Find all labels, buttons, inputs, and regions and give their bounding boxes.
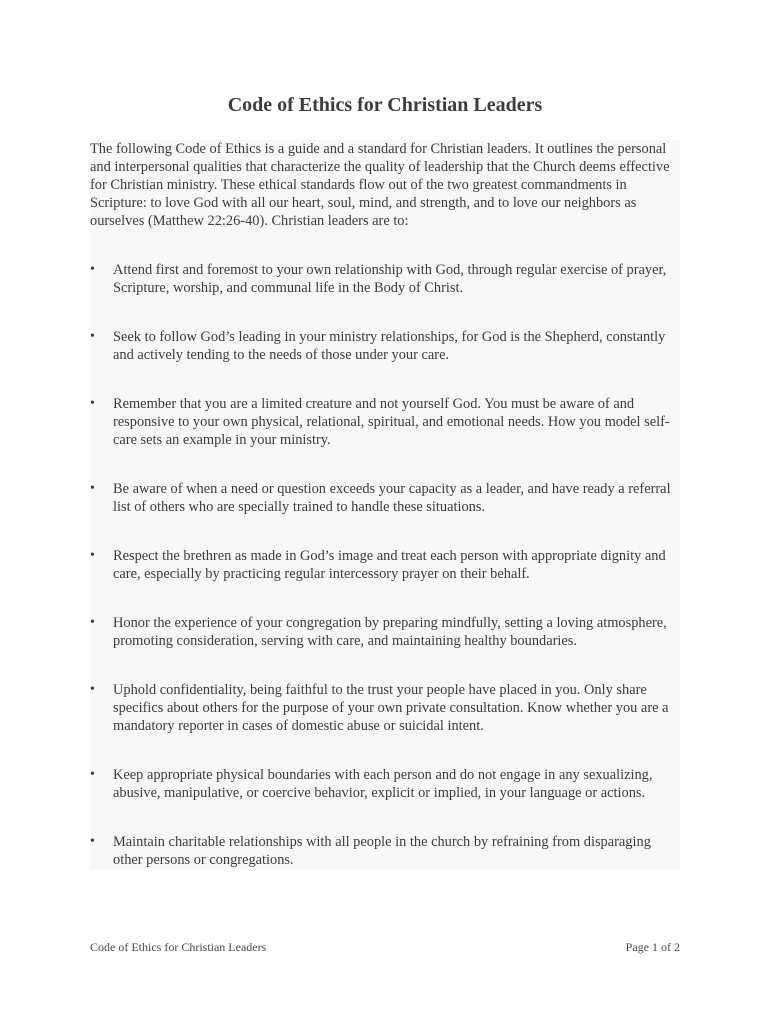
bullet-icon: •	[90, 329, 95, 344]
list-item	[90, 261, 680, 297]
list-item-text: Honor the experience of your congregation by preparing mindfully, setting a loving atmosphere, promoting consideration, serving with care, and maintaining healthy boundaries.	[113, 615, 667, 649]
list-item-text: Remember that you are a limited creature and not yourself God. You must be aware of and responsive to your own physical, relational, spiritual, and emotional needs. How you model self-care sets an example in your ministry.	[113, 396, 670, 448]
footer-page-number: Page 1 of 2	[625, 940, 680, 954]
list-item-text: Seek to follow God’s leading in your ministry relationships, for God is the Shepherd, constantly and actively tending to the needs of those under your care.	[113, 329, 666, 363]
bullet-icon: •	[90, 834, 95, 849]
ethics-list	[90, 261, 680, 869]
bullet-icon: •	[90, 396, 95, 411]
list-item	[90, 614, 680, 650]
list-item	[90, 833, 680, 869]
intro-paragraph: The following Code of Ethics is a guide and a standard for Christian leaders. It outlines the personal and interpersonal qualities that characterize the quality of leadership that the Church deems effective for Christian ministry. These ethical standards flow out of the two greatest commandments in Scripture: to love God with all our heart, soul, mind, and strength, and to love our neighbors as ourselves (Matthew 22:26-40). Christian leaders are to:	[90, 141, 670, 229]
list-item-text: Be aware of when a need or question exceeds your capacity as a leader, and have ready a referral list of others who are specially trained to handle these situations.	[113, 481, 671, 515]
list-item	[90, 681, 680, 735]
list-item-text: Attend first and foremost to your own relationship with God, through regular exercise of prayer, Scripture, worship, and communal life in the Body of Christ.	[113, 262, 667, 296]
list-item-text: Uphold confidentiality, being faithful to the trust your people have placed in you. Only share specifics about others for the purpose of your own private consultation. Know whether you are a mandatory reporter in cases of domestic abuse or suicidal intent.	[113, 682, 669, 734]
bullet-icon: •	[90, 767, 95, 782]
document-body	[90, 140, 680, 869]
list-item	[90, 547, 680, 583]
bullet-icon: •	[90, 615, 95, 630]
list-item-text: Respect the brethren as made in God’s image and treat each person with appropriate dignity and care, especially by practicing regular intercessory prayer on their behalf.	[113, 548, 666, 582]
bullet-icon: •	[90, 682, 95, 697]
footer-document-title: Code of Ethics for Christian Leaders	[90, 940, 267, 954]
list-item	[90, 395, 680, 449]
list-item	[90, 766, 680, 802]
list-item-text: Keep appropriate physical boundaries with each person and do not engage in any sexualizing, abusive, manipulative, or coercive behavior, explicit or implied, in your language or actions.	[113, 767, 653, 801]
bullet-icon: •	[90, 262, 95, 277]
bullet-icon: •	[90, 481, 95, 496]
list-item	[90, 328, 680, 364]
bullet-icon: •	[90, 548, 95, 563]
list-item	[90, 480, 680, 516]
page-title: Code of Ethics for Christian Leaders	[227, 94, 543, 116]
list-item-text: Maintain charitable relationships with all people in the church by refraining from disparaging other persons or congregations.	[113, 834, 651, 868]
